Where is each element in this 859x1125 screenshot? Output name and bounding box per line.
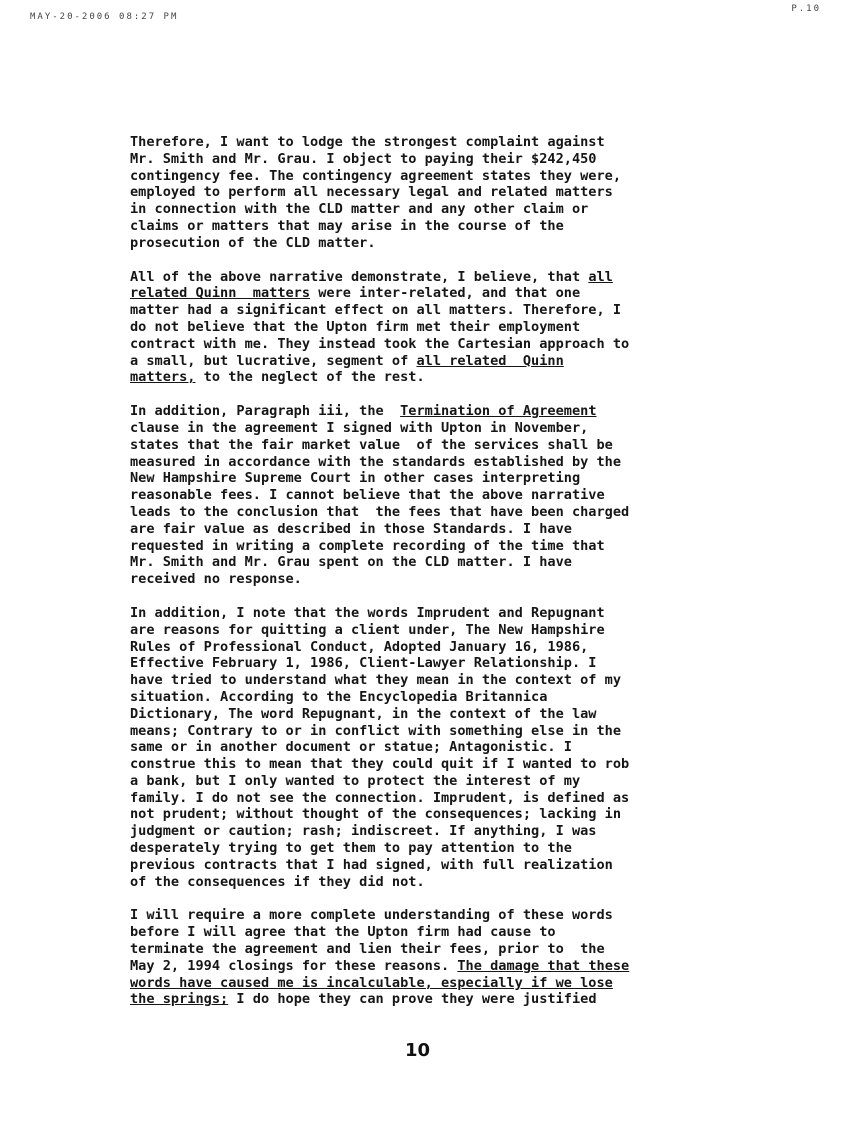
text-line: New Hampshire Supreme Court in other cases interpreting	[130, 470, 581, 487]
underlined-text: the springs;	[130, 991, 229, 1008]
letter-body	[130, 134, 740, 1025]
text-line: of the consequences if they did not.	[130, 873, 425, 890]
text-line: a small, but lucrative, segment of all related Quinn	[130, 352, 564, 369]
fax-header-page: P.10	[791, 4, 821, 14]
paragraph-conclusion	[130, 907, 740, 1008]
text-line: same or in another document or statue; Antagonistic. I	[130, 739, 572, 756]
text-line: leads to the conclusion that the fees that have been charged	[130, 503, 630, 520]
underlined-text: matters,	[130, 369, 196, 386]
text-line: All of the above narrative demonstrate, I believe, that all	[130, 268, 613, 285]
text-line: May 2, 1994 closings for these reasons. The damage that these	[130, 957, 630, 974]
fax-header-timestamp: MAY-20-2006 08:27 PM	[30, 12, 179, 22]
paragraph-termination-clause	[130, 403, 740, 588]
paragraph-narrative	[130, 269, 740, 387]
text-line: means; Contrary to or in conflict with something else in the	[130, 722, 622, 739]
paragraph-definitions	[130, 605, 740, 891]
text-line: do not believe that the Upton firm met their employment	[130, 318, 581, 335]
text-line: Dictionary, The word Repugnant, in the context of the law	[130, 705, 597, 722]
text-line: Mr. Smith and Mr. Grau spent on the CLD matter. I have	[130, 554, 572, 571]
text-line: the springs; I do hope they can prove they were justified	[130, 991, 597, 1008]
text-line: Effective February 1, 1986, Client-Lawyer Relationship. I	[130, 655, 597, 672]
text-line: terminate the agreement and lien their fees, prior to the	[130, 941, 605, 958]
text-line	[130, 975, 613, 991]
text-line: matter had a significant effect on all matters. Therefore, I	[130, 302, 622, 319]
underlined-text: related Quinn matters	[130, 285, 311, 302]
underlined-text: Termination of Agreement	[400, 403, 597, 420]
text-line: I will require a more complete understanding of these words	[130, 907, 613, 924]
text-line: states that the fair market value of the services shall be	[130, 436, 613, 453]
text-line: employed to perform all necessary legal and related matters	[130, 184, 613, 201]
text-line: In addition, I note that the words Imprudent and Repugnant	[130, 604, 605, 621]
text-line: measured in accordance with the standards established by the	[130, 453, 622, 470]
text-line: situation. According to the Encyclopedia Britannica	[130, 688, 548, 705]
text-line: not prudent; without thought of the consequences; lacking in	[130, 806, 622, 823]
underlined-text: The damage that these	[457, 957, 630, 974]
text-line: related Quinn matters were inter-related, and that one	[130, 285, 581, 302]
text-line: clause in the agreement I signed with Upton in November,	[130, 419, 589, 436]
text-line: contingency fee. The contingency agreement states they were,	[130, 167, 622, 184]
text-line: contract with me. They instead took the Cartesian approach to	[130, 335, 630, 352]
underlined-text: all	[588, 268, 613, 285]
text-line: reasonable fees. I cannot believe that the above narrative	[130, 487, 605, 504]
text-line: desperately trying to get them to pay attention to the	[130, 840, 572, 857]
text-line: matters, to the neglect of the rest.	[130, 369, 425, 386]
text-line: before I will agree that the Upton firm had cause to	[130, 924, 556, 941]
paragraph-complaint	[130, 134, 740, 252]
text-line: Therefore, I want to lodge the strongest complaint against	[130, 134, 605, 150]
text-line: claims or matters that may arise in the course of the	[130, 217, 564, 234]
text-line: prosecution of the CLD matter.	[130, 234, 376, 251]
text-line: requested in writing a complete recording of the time that	[130, 537, 605, 554]
text-line: family. I do not see the connection. Imprudent, is defined as	[130, 789, 630, 806]
text-line: judgment or caution; rash; indiscreet. If anything, I was	[130, 823, 597, 840]
page-number: 10	[405, 1040, 431, 1061]
text-line: have tried to understand what they mean in the context of my	[130, 672, 622, 689]
text-line: received no response.	[130, 571, 302, 588]
text-line: a bank, but I only wanted to protect the interest of my	[130, 772, 581, 789]
text-line: Mr. Smith and Mr. Grau. I object to paying their $242,450	[130, 150, 597, 167]
underlined-text: all related Quinn	[416, 352, 564, 369]
underlined-text: words have caused me is incalculable, especially if we lose	[130, 974, 613, 991]
text-line: construe this to mean that they could quit if I wanted to rob	[130, 756, 630, 773]
text-line: previous contracts that I had signed, with full realization	[130, 856, 613, 873]
text-line: are fair value as described in those Standards. I have	[130, 520, 572, 537]
text-line: Rules of Professional Conduct, Adopted January 16, 1986,	[130, 638, 589, 655]
text-line: In addition, Paragraph iii, the Termination of Agreement	[130, 403, 597, 420]
text-line: are reasons for quitting a client under, The New Hampshire	[130, 621, 605, 638]
text-line: in connection with the CLD matter and any other claim or	[130, 201, 589, 218]
